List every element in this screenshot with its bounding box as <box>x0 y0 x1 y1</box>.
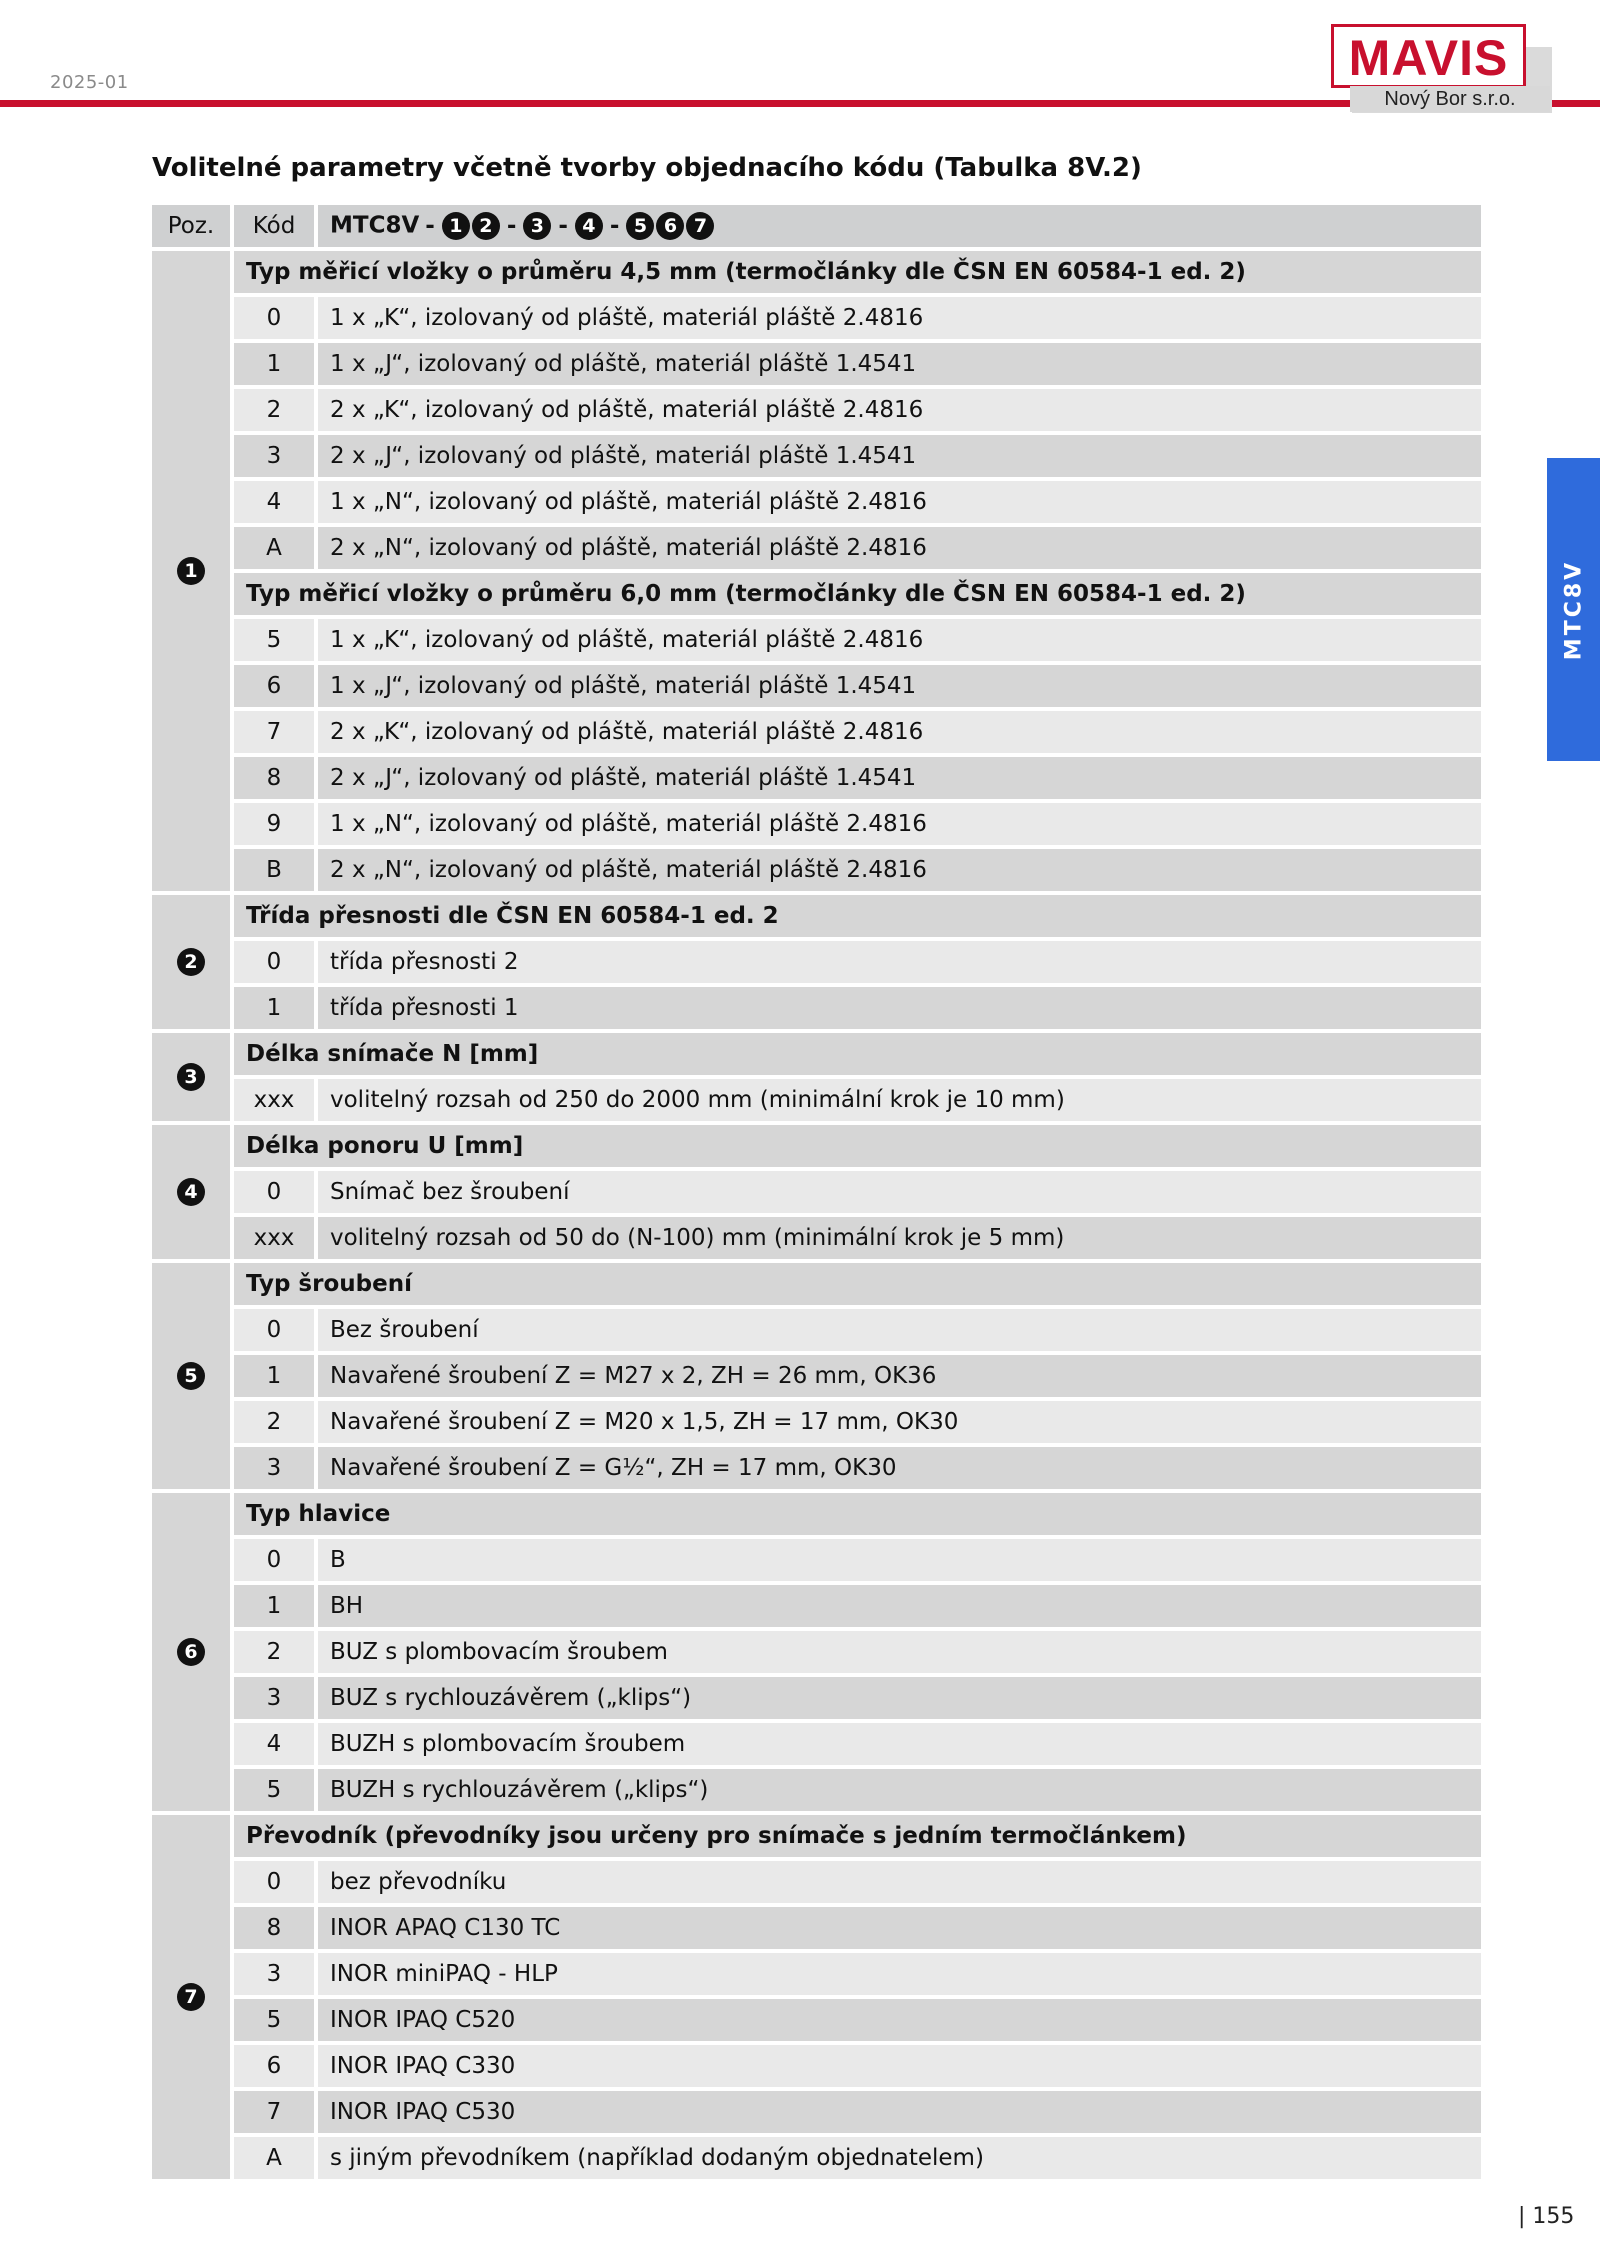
position-number-icon: 2 <box>472 212 500 240</box>
section-title-row <box>152 573 1481 615</box>
section-title-row <box>152 1815 1481 1857</box>
option-code: xxx <box>234 1217 314 1259</box>
table-row <box>152 757 1481 799</box>
option-code: 4 <box>234 1723 314 1765</box>
section-title-row <box>152 1125 1481 1167</box>
position-cell <box>152 1815 230 2179</box>
option-description: BUZH s plombovacím šroubem <box>318 1723 1481 1765</box>
option-code: A <box>234 527 314 569</box>
table-row <box>152 1907 1481 1949</box>
position-cell <box>152 1125 230 1259</box>
option-code: 5 <box>234 619 314 661</box>
order-code-table-body <box>152 205 1481 2179</box>
position-number-icon: 4 <box>575 212 603 240</box>
table-row <box>152 343 1481 385</box>
code-separator: - <box>558 212 568 239</box>
table-row <box>152 1953 1481 1995</box>
table-row <box>152 1677 1481 1719</box>
table-row <box>152 1631 1481 1673</box>
option-description: 1 x „J“, izolovaný od pláště, materiál pláště 1.4541 <box>318 343 1481 385</box>
table-row <box>152 435 1481 477</box>
table-row <box>152 1723 1481 1765</box>
document-date: 2025-01 <box>50 72 129 93</box>
option-code: 7 <box>234 711 314 753</box>
option-code: 1 <box>234 987 314 1029</box>
option-description: INOR IPAQ C530 <box>318 2091 1481 2133</box>
table-row <box>152 941 1481 983</box>
option-code: 3 <box>234 1677 314 1719</box>
section-title-row <box>152 1033 1481 1075</box>
position-cell <box>152 251 230 891</box>
option-description: BUZ s plombovacím šroubem <box>318 1631 1481 1673</box>
option-description: 2 x „N“, izolovaný od pláště, materiál pláště 2.4816 <box>318 527 1481 569</box>
option-description: volitelný rozsah od 50 do (N-100) mm (minimální krok je 5 mm) <box>318 1217 1481 1259</box>
option-code: 1 <box>234 1355 314 1397</box>
option-code: A <box>234 2137 314 2179</box>
section-title: Typ měřicí vložky o průměru 4,5 mm (termočlánky dle ČSN EN 60584-1 ed. 2) <box>234 251 1481 293</box>
position-number-icon: 3 <box>177 1063 205 1091</box>
logo-text: MAVIS <box>1348 30 1509 86</box>
table-row <box>152 1217 1481 1259</box>
option-description: třída přesnosti 2 <box>318 941 1481 983</box>
position-cell <box>152 1033 230 1121</box>
page-number: | 155 <box>1518 2204 1575 2229</box>
option-description: 2 x „J“, izolovaný od pláště, materiál pláště 1.4541 <box>318 757 1481 799</box>
table-row <box>152 1585 1481 1627</box>
table-row <box>152 2137 1481 2179</box>
option-description: volitelný rozsah od 250 do 2000 mm (minimální krok je 10 mm) <box>318 1079 1481 1121</box>
section-title: Typ měřicí vložky o průměru 6,0 mm (termočlánky dle ČSN EN 60584-1 ed. 2) <box>234 573 1481 615</box>
section-title-row <box>152 1493 1481 1535</box>
table-row <box>152 1171 1481 1213</box>
option-description: 1 x „J“, izolovaný od pláště, materiál pláště 1.4541 <box>318 665 1481 707</box>
option-code: 8 <box>234 1907 314 1949</box>
option-description: 1 x „N“, izolovaný od pláště, materiál pláště 2.4816 <box>318 803 1481 845</box>
option-description: 2 x „K“, izolovaný od pláště, materiál pláště 2.4816 <box>318 711 1481 753</box>
section-title-row <box>152 251 1481 293</box>
option-code: 3 <box>234 1447 314 1489</box>
option-description: INOR APAQ C130 TC <box>318 1907 1481 1949</box>
option-code: 7 <box>234 2091 314 2133</box>
option-code: 3 <box>234 435 314 477</box>
side-tab-label: MTC8V <box>1561 559 1586 660</box>
option-code: 0 <box>234 297 314 339</box>
table-row <box>152 1079 1481 1121</box>
option-description: 1 x „K“, izolovaný od pláště, materiál pláště 2.4816 <box>318 619 1481 661</box>
table-row <box>152 803 1481 845</box>
option-description: s jiným převodníkem (například dodaným objednatelem) <box>318 2137 1481 2179</box>
position-cell <box>152 895 230 1029</box>
table-row <box>152 665 1481 707</box>
option-description: INOR IPAQ C330 <box>318 2045 1481 2087</box>
table-row <box>152 2091 1481 2133</box>
position-cell <box>152 1493 230 1811</box>
position-number-icon: 5 <box>177 1362 205 1390</box>
table-row <box>152 2045 1481 2087</box>
table-row <box>152 1355 1481 1397</box>
option-code: xxx <box>234 1079 314 1121</box>
option-code: 6 <box>234 2045 314 2087</box>
mavis-logo <box>1331 24 1526 88</box>
section-title-row <box>152 1263 1481 1305</box>
option-description: INOR IPAQ C520 <box>318 1999 1481 2041</box>
code-separator: - <box>506 212 517 239</box>
section-title: Typ hlavice <box>234 1493 1481 1535</box>
table-row <box>152 297 1481 339</box>
option-code: 0 <box>234 1539 314 1581</box>
position-number-icon: 5 <box>626 212 654 240</box>
option-code: 8 <box>234 757 314 799</box>
table-row <box>152 849 1481 891</box>
table-row <box>152 1999 1481 2041</box>
option-code: 2 <box>234 389 314 431</box>
position-number-icon: 6 <box>177 1638 205 1666</box>
table-row <box>152 619 1481 661</box>
header-pos: Poz. <box>152 205 230 247</box>
position-cell <box>152 1263 230 1489</box>
option-description: BUZH s rychlouzávěrem („klips“) <box>318 1769 1481 1811</box>
code-separator: - <box>425 212 435 239</box>
table-row <box>152 1539 1481 1581</box>
option-code: 1 <box>234 1585 314 1627</box>
option-description: Navařené šroubení Z = M27 x 2, ZH = 26 mm, OK36 <box>318 1355 1481 1397</box>
option-code: 1 <box>234 343 314 385</box>
option-code: 0 <box>234 1171 314 1213</box>
option-description: 2 x „J“, izolovaný od pláště, materiál pláště 1.4541 <box>318 435 1481 477</box>
option-code: 2 <box>234 1631 314 1673</box>
option-code: 0 <box>234 1309 314 1351</box>
option-code: 4 <box>234 481 314 523</box>
option-code: 5 <box>234 1999 314 2041</box>
section-title-row <box>152 895 1481 937</box>
table-row <box>152 1309 1481 1351</box>
table-row <box>152 1769 1481 1811</box>
table-header-row <box>152 205 1481 247</box>
option-code: 2 <box>234 1401 314 1443</box>
section-title: Typ šroubení <box>234 1263 1481 1305</box>
position-number-icon: 6 <box>656 212 684 240</box>
option-description: 2 x „K“, izolovaný od pláště, materiál pláště 2.4816 <box>318 389 1481 431</box>
option-description: 1 x „K“, izolovaný od pláště, materiál pláště 2.4816 <box>318 297 1481 339</box>
position-number-icon: 4 <box>177 1178 205 1206</box>
option-description: 1 x „N“, izolovaný od pláště, materiál pláště 2.4816 <box>318 481 1481 523</box>
table-row <box>152 1401 1481 1443</box>
position-number-icon: 3 <box>523 212 551 240</box>
option-code: 9 <box>234 803 314 845</box>
option-description: Navařené šroubení Z = M20 x 1,5, ZH = 17 mm, OK30 <box>318 1401 1481 1443</box>
option-description: Bez šroubení <box>318 1309 1481 1351</box>
option-description: Snímač bez šroubení <box>318 1171 1481 1213</box>
position-number-icon: 1 <box>442 212 470 240</box>
header-code: Kód <box>234 205 314 247</box>
section-title: Třída přesnosti dle ČSN EN 60584-1 ed. 2 <box>234 895 1481 937</box>
side-tab <box>1547 458 1600 761</box>
option-description: třída přesnosti 1 <box>318 987 1481 1029</box>
table-row <box>152 1447 1481 1489</box>
code-separator: - <box>609 212 620 239</box>
order-code-table <box>148 201 1485 2183</box>
section-title: Převodník (převodníky jsou určeny pro snímače s jedním termočlánkem) <box>234 1815 1481 1857</box>
option-description: BUZ s rychlouzávěrem („klips“) <box>318 1677 1481 1719</box>
position-number-icon: 7 <box>177 1983 205 2011</box>
table-row <box>152 481 1481 523</box>
option-description: B <box>318 1539 1481 1581</box>
option-code: 0 <box>234 1861 314 1903</box>
table-row <box>152 711 1481 753</box>
header-code-pattern <box>318 205 1481 247</box>
position-number-icon: 1 <box>177 557 205 585</box>
position-number-icon: 7 <box>686 212 714 240</box>
option-description: INOR miniPAQ - HLP <box>318 1953 1481 1995</box>
option-code: 3 <box>234 1953 314 1995</box>
option-code: 0 <box>234 941 314 983</box>
option-description: 2 x „N“, izolovaný od pláště, materiál pláště 2.4816 <box>318 849 1481 891</box>
option-description: Navařené šroubení Z = G½“, ZH = 17 mm, OK30 <box>318 1447 1481 1489</box>
option-code: 6 <box>234 665 314 707</box>
option-description: bez převodníku <box>318 1861 1481 1903</box>
table-row <box>152 389 1481 431</box>
table-row <box>152 527 1481 569</box>
option-description: BH <box>318 1585 1481 1627</box>
section-title: Délka ponoru U [mm] <box>234 1125 1481 1167</box>
position-number-icon: 2 <box>177 948 205 976</box>
logo-subtitle: Nový Bor s.r.o. <box>1350 86 1550 112</box>
section-title: Délka snímače N [mm] <box>234 1033 1481 1075</box>
page-title: Volitelné parametry včetně tvorby objednacího kódu (Tabulka 8V.2) <box>152 153 1142 183</box>
option-code: 5 <box>234 1769 314 1811</box>
code-prefix: MTC8V <box>330 212 420 239</box>
table-row <box>152 1861 1481 1903</box>
table-row <box>152 987 1481 1029</box>
option-code: B <box>234 849 314 891</box>
